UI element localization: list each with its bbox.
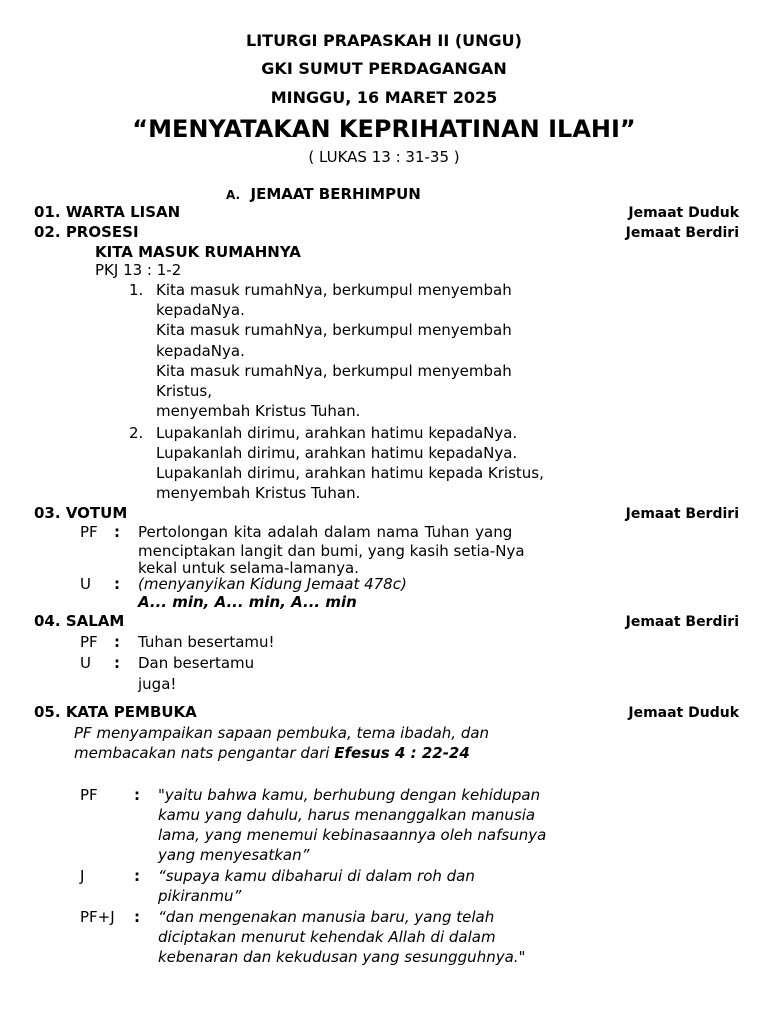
pembuka-pfj-line: kebenaran dan kekudusan yang sesungguhnya."	[158, 948, 526, 966]
item-pembuka	[34, 703, 197, 721]
verse-2-number: 2.	[129, 424, 144, 442]
verse-1-line: Kristus,	[156, 382, 212, 400]
votum-text-line: kekal untuk selama-lamanya.	[138, 559, 359, 577]
item-prosesi	[34, 223, 139, 241]
salam-pf-text: Tuhan besertamu!	[138, 633, 275, 651]
salam-u-line: juga!	[138, 675, 177, 693]
amin-response: A... min, A... min, A... min	[138, 593, 357, 611]
intro-text: membacakan nats pengantar dari	[74, 744, 335, 762]
verse-1-line: Kita masuk rumahNya, berkumpul menyembah	[156, 362, 512, 380]
item-number: 05.	[34, 703, 61, 721]
pembuka-pfj-line: diciptakan menurut kehendak Allah di dalam	[158, 928, 496, 946]
speaker-pf: PF	[80, 786, 98, 804]
song-title: KITA MASUK RUMAHNYA	[95, 243, 301, 261]
verse-1-line: kepadaNya.	[156, 342, 245, 360]
verse-1-number: 1.	[129, 281, 144, 299]
speaker-colon: :	[134, 867, 140, 885]
header-line-1: LITURGI PRAPASKAH II (UNGU)	[246, 31, 522, 50]
verse-1-line: Kita masuk rumahNya, berkumpul menyembah	[156, 281, 512, 299]
verse-1-line: menyembah Kristus Tuhan.	[156, 402, 361, 420]
pembuka-pf-line: lama, yang menemui kebinasaannya oleh nafsunya	[158, 826, 547, 844]
item-number: 04.	[34, 612, 61, 630]
pembuka-j-line: “supaya kamu dibaharui di dalam roh dan	[158, 867, 475, 885]
section-a-title: JEMAAT BERHIMPUN	[250, 185, 421, 203]
votum-text-line: menciptakan langit dan bumi, yang kasih setia-Nya	[138, 542, 525, 560]
verse-1-line: Kita masuk rumahNya, berkumpul menyembah	[156, 321, 512, 339]
item-salam	[34, 612, 124, 630]
pembuka-pf-line: "yaitu bahwa kamu, berhubung dengan kehidupan	[158, 786, 541, 804]
posture-votum: Jemaat Berdiri	[625, 506, 739, 522]
speaker-pf: PF	[80, 633, 98, 651]
verse-2-line: Lupakanlah dirimu, arahkan hatimu kepadaNya.	[156, 424, 518, 442]
speaker-pfj: PF+J	[80, 908, 115, 926]
verse-2-line: menyembah Kristus Tuhan.	[156, 484, 361, 502]
header-line-2: GKI SUMUT PERDAGANGAN	[261, 59, 507, 78]
posture-prosesi: Jemaat Berdiri	[625, 225, 739, 241]
item-title: VOTUM	[65, 504, 128, 522]
page-subtitle: ( LUKAS 13 : 31-35 )	[308, 148, 460, 166]
speaker-j: J	[80, 867, 85, 885]
song-reference: PKJ 13 : 1-2	[95, 261, 182, 279]
pembuka-j-line: pikiranmu”	[158, 887, 242, 905]
votum-u-line: (menyanyikan Kidung Jemaat 478c)	[138, 575, 407, 593]
verse-2-line: Lupakanlah dirimu, arahkan hatimu kepadaNya.	[156, 444, 518, 462]
pembuka-intro-line	[74, 744, 470, 762]
posture-salam: Jemaat Berdiri	[625, 614, 739, 630]
speaker-colon: :	[134, 908, 140, 926]
speaker-colon: :	[134, 786, 140, 804]
item-title: KATA PEMBUKA	[65, 703, 197, 721]
speaker-colon: :	[114, 523, 120, 541]
header-line-3: MINGGU, 16 MARET 2025	[270, 88, 498, 107]
pembuka-pf-line: kamu yang dahulu, harus menanggalkan manusia	[158, 806, 536, 824]
verse-2-line: Lupakanlah dirimu, arahkan hatimu kepada Kristus,	[156, 464, 544, 482]
posture-warta: Jemaat Duduk	[628, 205, 739, 221]
item-number: 02.	[34, 223, 61, 241]
item-warta	[34, 203, 180, 221]
verse-1-line: kepadaNya.	[156, 301, 245, 319]
speaker-u: U	[80, 575, 91, 593]
pembuka-intro-line: PF menyampaikan sapaan pembuka, tema ibadah, dan	[74, 724, 490, 742]
section-a-heading	[226, 185, 421, 203]
speaker-colon: :	[114, 654, 120, 672]
speaker-colon: :	[114, 575, 120, 593]
item-title: PROSESI	[65, 223, 139, 241]
section-a-label: A.	[226, 188, 241, 202]
speaker-pf: PF	[80, 523, 98, 541]
pembuka-pf-line: yang menyesatkan”	[158, 846, 310, 864]
posture-pembuka: Jemaat Duduk	[628, 705, 739, 721]
speaker-u: U	[80, 654, 91, 672]
item-title: WARTA LISAN	[65, 203, 181, 221]
speaker-colon: :	[114, 633, 120, 651]
item-votum	[34, 504, 127, 522]
page-title: “MENYATAKAN KEPRIHATINAN ILAHI”	[132, 115, 636, 143]
item-number: 01.	[34, 203, 61, 221]
item-number: 03.	[34, 504, 61, 522]
scripture-reference: Efesus 4 : 22-24	[334, 744, 470, 762]
votum-text-line: Pertolongan kita adalah dalam nama Tuhan yang	[138, 523, 513, 541]
pembuka-pfj-line: “dan mengenakan manusia baru, yang telah	[158, 908, 495, 926]
item-title: SALAM	[65, 612, 125, 630]
salam-u-line: Dan besertamu	[138, 654, 255, 672]
